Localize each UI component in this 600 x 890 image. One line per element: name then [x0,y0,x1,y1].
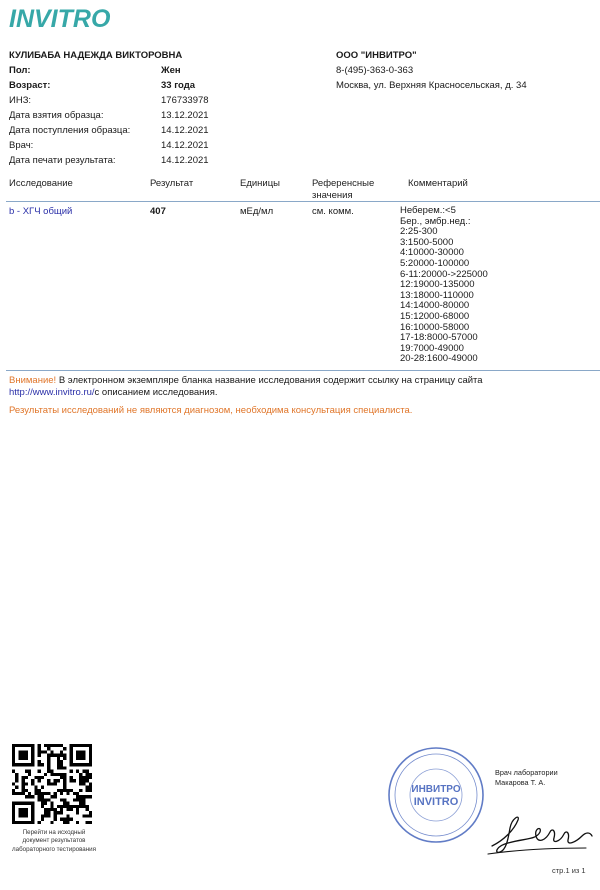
qr-module [63,802,66,805]
qr-module [79,795,82,798]
qr-caption-line: Перейти на исходный [22,829,86,836]
qr-module [66,808,69,811]
qr-module [63,782,66,785]
qr-module [54,814,57,817]
qr-module [47,798,50,801]
field-value: 33 года [161,80,196,91]
qr-module [44,802,47,805]
field-value: 176733978 [161,95,209,106]
qr-module [60,818,63,821]
qr-module [38,821,41,824]
qr-module [63,754,66,757]
qr-module [31,795,34,798]
qr-module [47,757,50,760]
comment-line: 19:7000-49000 [400,342,464,354]
qr-caption-line: лабораторного тестирования [12,845,96,853]
notice [9,375,569,399]
field-label: Дата печати результата: [9,155,116,166]
org-address: Москва, ул. Верхняя Красносельская, д. 34 [336,80,527,91]
qr-module [79,773,82,776]
qr-module [60,760,63,763]
qr-module [50,782,53,785]
col-header-reference [312,178,374,202]
qr-module [54,779,57,782]
table-bottom-divider [6,370,600,371]
qr-module [63,757,66,760]
comment-line: 14:14000-80000 [400,300,470,312]
qr-module [82,779,85,782]
qr-module [47,814,50,817]
qr-module [22,782,25,785]
org-phone: 8-(495)-363-0-363 [336,65,414,76]
doctor-name: Макарова Т. А. [495,778,546,787]
qr-module [66,802,69,805]
qr-module [57,766,60,769]
qr-module [54,773,57,776]
qr-module [70,776,73,779]
signature [486,810,598,858]
qr-module [66,821,69,824]
qr-module [50,750,53,753]
qr-module [28,792,31,795]
qr-module [86,773,89,776]
qr-module [15,776,18,779]
qr-module [28,795,31,798]
qr-module [60,744,63,747]
field-value: 13.12.2021 [161,110,209,121]
comment-line: 2:25-300 [400,226,438,238]
qr-module [38,770,41,773]
notice-url-suffix: с описанием исследования. [94,387,218,398]
qr-module [60,789,63,792]
qr-module [47,747,50,750]
qr-module [60,792,63,795]
qr-module [63,773,66,776]
qr-module [41,763,44,766]
col-header-units: Единицы [240,178,281,189]
qr-module [44,808,47,811]
qr-module [89,795,92,798]
qr-module [12,792,15,795]
qr-module [38,744,41,747]
qr-module [63,805,66,808]
qr-module [15,779,18,782]
org-name: ООО "ИНВИТРО" [336,50,417,61]
qr-module [31,779,34,782]
qr-module [50,805,53,808]
comment-line: 15:12000-68000 [400,310,470,322]
comment-line: 13:18000-110000 [400,289,474,301]
qr-module [79,802,82,805]
qr-module [18,750,28,760]
qr-module [63,798,66,801]
col-header-comment: Комментарий [408,178,468,189]
col-header-reference-line1: Референсные [312,178,375,189]
qr-module [12,782,15,785]
notice-text: В электронном экземпляре бланка название исследования содержит ссылку на страницу сайта [56,375,483,386]
qr-module [70,789,73,792]
qr-module [79,789,82,792]
comment-line: 6-11:20000->225000 [400,268,488,280]
qr-module [60,773,63,776]
field-label: Дата взятия образца: [9,110,104,121]
qr-module [86,779,89,782]
qr-module [57,805,60,808]
comment-block [400,206,488,365]
qr-module [89,814,92,817]
qr-caption-line: документ результатов [22,837,86,845]
test-link[interactable]: b - ХГЧ общий [9,206,73,217]
qr-module [57,811,60,814]
qr-module [41,795,44,798]
qr-module [54,792,57,795]
qr-module [76,750,86,760]
qr-module [50,773,53,776]
qr-module [60,808,63,811]
qr-module [63,789,66,792]
qr-module [50,821,53,824]
qr-module [79,776,82,779]
qr-module [25,795,28,798]
qr-module [89,776,92,779]
col-header-test: Исследование [9,178,73,189]
comment-line: 5:20000-100000 [400,257,470,269]
reference-value: см. комм. [312,206,354,217]
comment-line: 12:19000-135000 [400,279,475,291]
result-value: 407 [150,206,166,217]
qr-module [82,798,85,801]
qr-module [79,805,82,808]
notice-attention: Внимание! [9,375,57,386]
doctor-title: Врач лаборатории [495,768,558,777]
qr-module [44,750,47,753]
qr-module [60,750,63,753]
qr-module [57,744,60,747]
qr-caption [4,829,104,854]
qr-module [60,754,63,757]
qr-module [60,766,63,769]
qr-module [60,798,63,801]
invitro-site-link[interactable]: http://www.invitro.ru/ [9,387,95,398]
qr-module [76,795,79,798]
qr-module [47,760,50,763]
qr-module [22,786,25,789]
qr-module [63,821,66,824]
qr-module [70,770,73,773]
field-value: 14.12.2021 [161,140,209,151]
qr-module [41,805,44,808]
field-label: Возраст: [9,80,51,91]
qr-module [34,776,37,779]
qr-module [50,795,53,798]
qr-module [47,779,50,782]
qr-module [57,763,60,766]
col-header-reference-line2: значения [312,190,353,201]
qr-module [41,802,44,805]
qr-module [86,776,89,779]
patient-name: КУЛИБАБА НАДЕЖДА ВИКТОРОВНА [9,50,183,61]
qr-module [18,792,21,795]
disclaimer: Результаты исследований не являются диагнозом, необходима консультация специалиста. [9,405,413,416]
qr-module [79,779,82,782]
qr-module [82,802,85,805]
logo-text: INVITRO [9,5,111,32]
qr-module [70,818,73,821]
qr-module [38,795,41,798]
stamp-text-en: INVITRO [413,796,459,808]
qr-module [41,792,44,795]
qr-module [66,792,69,795]
qr-module [57,760,60,763]
field-label: ИНЗ: [9,95,32,106]
qr-module [76,808,79,811]
field-label: Дата поступления образца: [9,125,131,136]
qr-module [38,760,41,763]
qr-module [60,763,63,766]
qr-module [82,805,85,808]
qr-module [86,786,89,789]
qr-module [57,773,60,776]
qr-module [89,773,92,776]
qr-module [25,770,28,773]
qr-module [63,766,66,769]
qr-module [86,789,89,792]
qr-module [22,789,25,792]
qr-module [89,782,92,785]
qr-module [50,744,53,747]
field-label: Врач: [9,140,34,151]
qr-module [57,779,60,782]
field-value: Жен [161,65,181,76]
qr-module [34,792,37,795]
qr-module [86,821,89,824]
qr-module [54,782,57,785]
qr-module [41,818,44,821]
qr-module [76,798,79,801]
qr-module [82,782,85,785]
qr-module [25,776,28,779]
qr-module [79,798,82,801]
qr-module [54,754,57,757]
qr-module [12,770,15,773]
qr-module [70,805,73,808]
qr-module [44,773,47,776]
qr-module [57,757,60,760]
qr-module [63,786,66,789]
qr-module [60,811,63,814]
qr-module [50,754,53,757]
qr-module [82,795,85,798]
qr-module [76,821,79,824]
qr-module [70,808,73,811]
qr-module [73,805,76,808]
qr-code[interactable] [12,744,92,824]
header-divider [6,201,600,202]
qr-module [38,747,41,750]
qr-module [28,773,31,776]
qr-module [47,811,50,814]
comment-line: 20-28:1600-49000 [400,353,478,365]
qr-module [73,792,76,795]
qr-module [50,770,53,773]
qr-module [44,811,47,814]
qr-module [66,789,69,792]
qr-module [82,776,85,779]
qr-module [47,770,50,773]
qr-module [44,814,47,817]
qr-module [70,779,73,782]
qr-module [44,792,47,795]
qr-module [38,750,41,753]
qr-module [34,789,37,792]
qr-module [54,811,57,814]
qr-module [12,789,15,792]
qr-module [76,811,79,814]
qr-module [38,779,41,782]
qr-module [63,779,66,782]
qr-module [86,814,89,817]
qr-module [25,782,28,785]
qr-module [47,754,50,757]
lab-stamp [386,745,486,845]
comment-line: 17-18:8000-57000 [400,332,478,344]
qr-module [54,744,57,747]
qr-module [38,798,41,801]
qr-module [79,782,82,785]
qr-module [89,786,92,789]
qr-module [47,763,50,766]
qr-module [22,792,25,795]
qr-module [47,808,50,811]
qr-module [41,814,44,817]
qr-module [28,770,31,773]
qr-module [47,766,50,769]
qr-module [63,818,66,821]
qr-module [66,818,69,821]
qr-module [66,814,69,817]
qr-module [38,776,41,779]
stamp-text-ru: ИНВИТРО [411,784,461,795]
qr-module [60,805,63,808]
qr-module [15,792,18,795]
qr-module [15,773,18,776]
qr-module [38,792,41,795]
qr-module [76,805,79,808]
qr-module [54,808,57,811]
qr-module [76,792,79,795]
qr-module [34,786,37,789]
qr-module [57,754,60,757]
qr-module [47,782,50,785]
qr-module [54,795,57,798]
qr-module [86,795,89,798]
qr-module [89,821,92,824]
qr-module [89,811,92,814]
qr-module [22,776,25,779]
comment-line: 3:1500-5000 [400,236,454,248]
comment-line: Неберем.:<5 [400,205,456,216]
qr-module [82,814,85,817]
qr-module [41,750,44,753]
qr-module [41,786,44,789]
qr-module [47,792,50,795]
comment-line: 16:10000-58000 [400,321,470,333]
comment-line: 4:10000-30000 [400,247,464,259]
qr-module [82,770,85,773]
qr-module [86,808,89,811]
qr-module [15,786,18,789]
qr-module [89,789,92,792]
result-units: мЕд/мл [240,206,274,217]
field-value: 14.12.2021 [161,155,209,166]
qr-module [47,744,50,747]
field-value: 14.12.2021 [161,125,209,136]
qr-module [44,744,47,747]
comment-line: Бер., эмбр.нед.: [400,215,471,227]
qr-module [73,779,76,782]
qr-module [57,789,60,792]
qr-module [41,798,44,801]
qr-module [86,770,89,773]
qr-module [76,770,79,773]
qr-module [86,805,89,808]
qr-module [41,776,44,779]
qr-module [44,798,47,801]
page-number: стр.1 из 1 [552,866,586,875]
qr-module [38,789,41,792]
qr-module [50,802,53,805]
qr-module [73,798,76,801]
qr-module [66,805,69,808]
qr-module [54,818,57,821]
qr-module [63,776,66,779]
qr-module [22,779,25,782]
qr-module [31,782,34,785]
qr-module [60,776,63,779]
qr-module [25,789,28,792]
qr-module [38,763,41,766]
doctor-block [495,768,558,788]
col-header-result: Результат [150,178,194,189]
qr-module [38,754,41,757]
invitro-logo [9,4,129,32]
field-label: Пол: [9,65,31,76]
qr-module [18,808,28,818]
qr-module [63,747,66,750]
qr-module [50,808,53,811]
